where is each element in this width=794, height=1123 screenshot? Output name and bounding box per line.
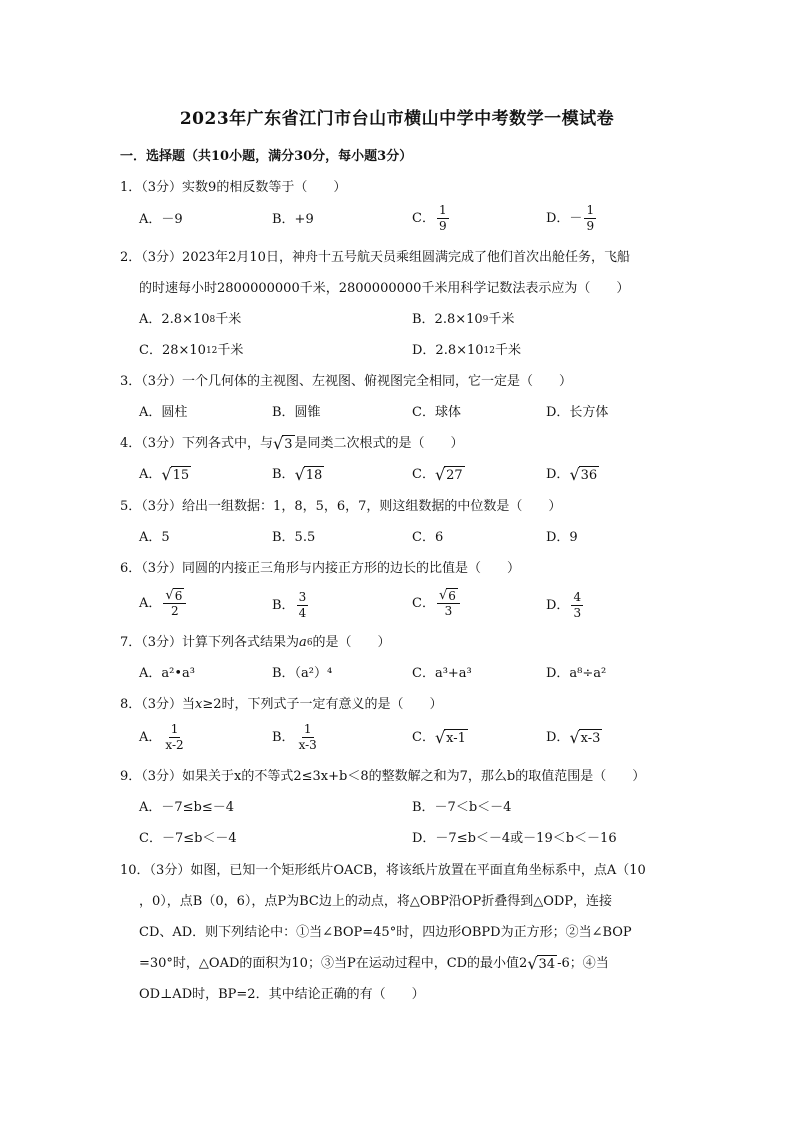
exponent: 9 — [482, 315, 489, 325]
question-10-line-3: CD、AD．则下列结论中：①当∠BOP=45°时，四边形OBPD为正方形；②当∠BOP — [139, 925, 632, 940]
denominator: 3 — [573, 606, 582, 620]
q5-option-c[interactable]: C．6 — [412, 530, 444, 545]
q4-option-c[interactable] — [412, 465, 465, 485]
option-label: C． — [412, 730, 435, 745]
radical-sign: √ — [273, 434, 284, 453]
radical — [569, 729, 602, 747]
q2-option-a[interactable] — [139, 310, 241, 330]
q5-option-d[interactable]: D．9 — [546, 530, 578, 545]
q6-option-b[interactable] — [272, 590, 310, 621]
q6-option-d[interactable] — [546, 590, 585, 621]
q3-option-a[interactable]: A．圆柱 — [139, 405, 188, 420]
q8-option-d[interactable] — [546, 728, 602, 748]
option-label: C． — [412, 595, 435, 611]
stem-text: =30°时，△OAD的面积为10；③当P在运动过程中，CD的最小值2 — [139, 956, 528, 971]
radical — [161, 466, 191, 484]
q6-option-c[interactable] — [412, 588, 462, 619]
fraction — [297, 590, 309, 621]
question-7-stem — [120, 633, 391, 653]
radicand: 36 — [580, 468, 598, 483]
page-title: 2023年广东省江门市台山市横山中学中考数学一模试卷 — [179, 109, 615, 129]
radical — [165, 588, 184, 603]
fraction — [297, 722, 319, 753]
question-10-line-1: 10．（3分）如图，已知一个矩形纸片OACB，将该纸片放置在平面直角坐标系中，点A（10 — [120, 863, 646, 878]
q7-option-d[interactable]: D．a⁸÷a² — [546, 666, 607, 681]
radicand: x-3 — [580, 731, 601, 746]
numerator — [163, 588, 186, 604]
option-label: B． — [272, 467, 295, 482]
stem-text: -6；④当 — [557, 956, 609, 971]
radical-sign: √ — [569, 728, 580, 747]
q1-option-d[interactable] — [546, 203, 598, 234]
exponent: 6 — [306, 638, 313, 648]
question-9-stem: 9．（3分）如果关于x的不等式2≤3x+b＜8的整数解之和为7，那么b的取值范围是（ ） — [120, 769, 646, 784]
radical — [435, 466, 465, 484]
radicand: 27 — [446, 468, 463, 483]
unit: 千米 — [488, 312, 515, 327]
radicand: 3 — [284, 437, 293, 452]
q4-option-b[interactable] — [272, 465, 324, 485]
radical — [435, 729, 468, 747]
radicand: 34 — [538, 957, 556, 972]
numerator: 1 — [303, 722, 312, 736]
option-label: C． — [412, 467, 435, 482]
denominator: 9 — [438, 219, 447, 233]
question-6-stem: 6．（3分）同圆的内接正三角形与内接正方形的边长的比值是（ ） — [120, 561, 521, 576]
q2-option-c[interactable] — [139, 341, 243, 361]
option-text: A．2.8×10 — [139, 312, 210, 327]
q2-option-b[interactable] — [412, 310, 514, 330]
q5-option-b[interactable]: B．5.5 — [272, 530, 316, 545]
radical — [527, 955, 557, 973]
q5-option-a[interactable]: A．5 — [139, 530, 170, 545]
numerator — [437, 588, 460, 604]
unit: 千米 — [215, 312, 242, 327]
exponent: 8 — [209, 315, 216, 325]
radical-sign: √ — [434, 465, 446, 484]
fraction — [437, 203, 449, 234]
radicand: 6 — [448, 589, 456, 603]
option-label: D．－ — [546, 210, 583, 226]
section-heading: 一．选择题（共10小题，满分30分，每小题3分） — [120, 149, 413, 164]
radicand: 6 — [174, 589, 183, 603]
radicand: 15 — [172, 468, 190, 483]
radical — [295, 466, 325, 484]
option-text: B．2.8×10 — [412, 312, 483, 327]
radical — [439, 588, 458, 603]
stem-text: 的是（ ） — [312, 635, 391, 650]
question-4-stem — [120, 434, 464, 454]
question-8-stem — [120, 695, 443, 715]
fraction — [584, 203, 596, 234]
variable: a — [299, 635, 307, 650]
question-3-stem: 3．（3分）一个几何体的主视图、左视图、俯视图完全相同，它一定是（ ） — [120, 374, 573, 389]
option-label: C． — [412, 210, 435, 226]
stem-text: 4．（3分）下列各式中，与 — [120, 436, 274, 451]
option-label: A． — [139, 467, 162, 482]
numerator: 1 — [586, 203, 595, 217]
numerator: 3 — [298, 590, 307, 604]
variable: x — [195, 697, 203, 712]
question-10-line-5: OD⊥AD时，BP=2．其中结论正确的有（ ） — [139, 987, 425, 1002]
stem-text: 7．（3分）计算下列各式结果为 — [120, 635, 300, 650]
q2-option-d[interactable] — [412, 341, 521, 361]
question-1-stem: 1．（3分）实数9的相反数等于（ ） — [120, 180, 347, 195]
option-label: B． — [272, 729, 295, 745]
q6-option-a[interactable] — [139, 588, 188, 619]
radical — [569, 466, 599, 484]
q3-option-b[interactable]: B．圆锥 — [272, 405, 321, 420]
radical-sign: √ — [294, 465, 305, 484]
option-text: C．28×10 — [139, 343, 206, 358]
question-5-stem: 5．（3分）给出一组数据：1，8，5，6，7，则这组数据的中位数是（ ） — [120, 499, 562, 514]
fraction — [437, 588, 460, 619]
numerator: 4 — [573, 590, 582, 604]
q7-option-c[interactable]: C．a³+a³ — [412, 666, 472, 681]
option-text: D．2.8×10 — [412, 343, 484, 358]
radical-sign: √ — [438, 588, 448, 603]
q8-option-a[interactable] — [139, 722, 188, 753]
q8-option-b[interactable] — [272, 722, 321, 753]
radical-sign: √ — [569, 465, 580, 484]
option-label: B． — [272, 597, 295, 613]
radicand: x-1 — [446, 731, 466, 746]
radicand: 18 — [305, 468, 323, 483]
option-label: A． — [139, 595, 162, 611]
q3-option-c[interactable]: C．球体 — [412, 405, 461, 420]
radical-sign: √ — [161, 465, 172, 484]
q7-option-a[interactable]: A．a²•a³ — [139, 666, 195, 681]
q1-option-c[interactable] — [412, 203, 451, 234]
fraction — [571, 590, 583, 621]
q1-option-b[interactable]: B．+9 — [272, 212, 314, 227]
numerator: 1 — [170, 722, 179, 736]
exponent: 12 — [205, 346, 218, 356]
denominator: 2 — [171, 604, 179, 618]
fraction — [163, 722, 185, 753]
radical-sign: √ — [434, 728, 446, 747]
q9-option-a[interactable]: A．－7≤b≤－4 — [139, 800, 235, 815]
unit: 千米 — [217, 343, 244, 358]
radical-sign: √ — [527, 954, 538, 973]
stem-text: ≥2时，下列式子一定有意义的是（ ） — [202, 697, 443, 712]
option-label: D． — [546, 467, 570, 482]
radical-sign: √ — [165, 588, 174, 603]
denominator: x-3 — [298, 738, 317, 752]
denominator: x-2 — [165, 738, 184, 752]
q9-option-c[interactable]: C．－7≤b＜－4 — [139, 831, 237, 846]
q4-option-a[interactable] — [139, 465, 191, 485]
radical — [273, 435, 294, 453]
option-label: A． — [139, 729, 162, 745]
q9-option-d[interactable]: D．－7≤b＜－4或－19＜b＜－16 — [412, 831, 617, 846]
option-label: D． — [546, 597, 570, 613]
q9-option-b[interactable]: B．－7＜b＜－4 — [412, 800, 512, 815]
unit: 千米 — [495, 343, 522, 358]
question-2-stem-line-1: 2．（3分）2023年2月10日，神舟十五号航天员乘组圆满完成了他们首次出舱任务，飞船 — [120, 250, 630, 265]
denominator: 3 — [444, 604, 453, 618]
q8-option-c[interactable] — [412, 728, 468, 748]
q3-option-d[interactable]: D．长方体 — [546, 405, 609, 420]
exponent: 12 — [483, 346, 495, 356]
denominator: 9 — [586, 219, 595, 233]
option-label: D． — [546, 730, 570, 745]
numerator: 1 — [438, 203, 447, 217]
fraction — [163, 588, 186, 619]
q4-option-d[interactable] — [546, 465, 599, 485]
q1-option-a[interactable]: A．－9 — [139, 212, 183, 227]
question-10-line-2: ，0），点B（0，6），点P为BC边上的动点，将△OBP沿OP折叠得到△ODP，连接 — [139, 894, 613, 909]
stem-text: 8．（3分）当 — [120, 697, 196, 712]
question-2-stem-line-2: 的时速每小时2800000000千米，2800000000千米用科学记数法表示应为（ ） — [139, 281, 630, 296]
denominator: 4 — [298, 606, 307, 620]
q7-option-b[interactable]: B．（a²）⁴ — [272, 666, 333, 681]
question-10-line-4 — [139, 954, 609, 974]
stem-text: 是同类二次根式的是（ ） — [294, 436, 464, 451]
